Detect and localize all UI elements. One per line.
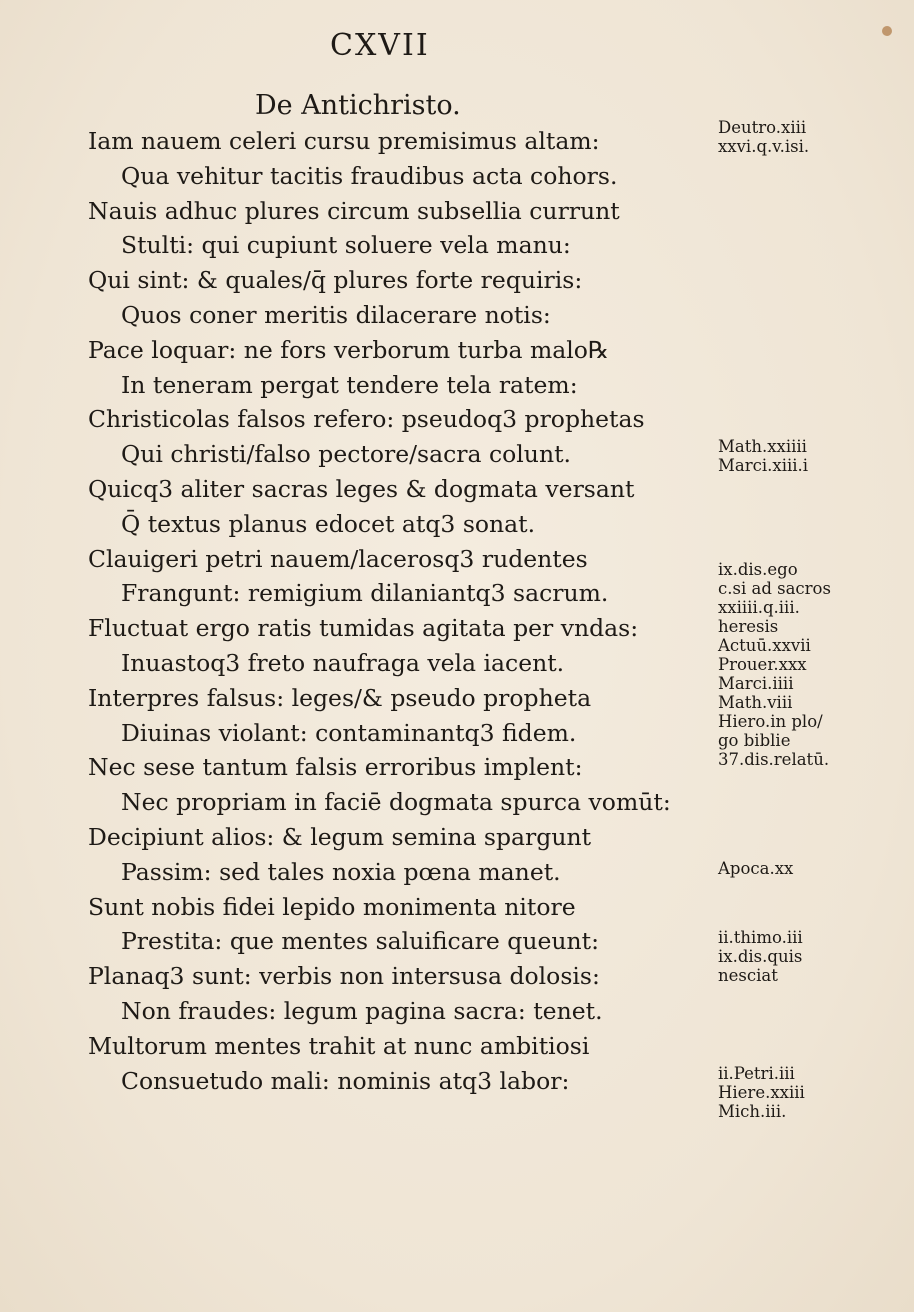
gloss-line: Marci.iiii [718, 674, 794, 694]
gloss-line: Marci.xiii.i [718, 456, 809, 476]
marginal-gloss [718, 437, 808, 475]
chapter-heading: De Antichristo. [255, 90, 461, 121]
verse-line: Nec sese tantum falsis erroribus implent: [88, 753, 583, 782]
marginal-gloss [718, 859, 793, 878]
gloss-line: Mich.iii. [718, 1101, 787, 1121]
gloss-line: xxvi.q.v.isi. [718, 137, 810, 156]
gloss-line: xxiiii.q.iii. [718, 598, 800, 618]
verse-line: Diuinas violant: contaminantq3 fidem. [121, 718, 577, 747]
marginal-gloss [718, 560, 831, 769]
verse-line: Non fraudes: legum pagina sacra: tenet. [121, 996, 603, 1025]
gloss-line: ix.dis.ego [718, 560, 798, 580]
gloss-line: Hiero.in plo/ [718, 712, 823, 732]
verse-line: Consuetudo mali: nominis atq3 labor: [121, 1066, 570, 1095]
gloss-line: Prouer.xxx [718, 655, 807, 675]
gloss-line: Actuū.xxvii [718, 636, 811, 656]
verse-line: Q̄ textus planus edocet atq3 sonat. [121, 509, 536, 538]
gloss-line: 37.dis.relatū. [718, 750, 830, 770]
verse-line: Sunt nobis fidei lepido monimenta nitore [88, 892, 576, 921]
gloss-line: ix.dis.quis [718, 947, 803, 967]
verse-line: Nauis adhuc plures circum subsellia currunt [88, 196, 620, 225]
verse-line: Passim: sed tales noxia pœna manet. [121, 857, 561, 886]
verse-line: Interpres falsus: leges/& pseudo propheta [88, 683, 592, 712]
verse-line: Qui christi/falso pectore/sacra colunt. [121, 440, 571, 469]
verse-line: Quos coner meritis dilacerare notis: [121, 300, 551, 329]
verse-line: Frangunt: remigium dilaniantq3 sacrum. [121, 579, 609, 608]
gloss-line: ii.Petri.iii [718, 1063, 795, 1083]
gloss-line: Apoca.xx [718, 858, 794, 878]
verse-line: Decipiunt alios: & legum semina spargunt [88, 822, 592, 851]
verse-line: Multorum mentes trahit at nunc ambitiosi [88, 1031, 590, 1060]
gloss-line: Hiere.xxiii [718, 1082, 805, 1102]
verse-line: Inuastoq3 freto naufraga vela iacent. [121, 648, 565, 677]
gloss-line: nesciat [718, 966, 778, 986]
verse-line: Fluctuat ergo ratis tumidas agitata per vndas: [88, 614, 639, 643]
verse-line: Quicq3 aliter sacras leges & dogmata versant [88, 474, 635, 503]
gloss-line: go biblie [718, 731, 791, 751]
verse-line: Christicolas falsos refero: pseudoq3 prophetas [88, 405, 645, 434]
marginal-gloss [718, 118, 809, 156]
verse-line: Planaq3 sunt: verbis non intersusa dolosis: [88, 962, 600, 991]
verse-line: Clauigeri petri nauem/lacerosq3 rudentes [88, 544, 588, 573]
verse-line: Prestita: que mentes saluificare queunt: [121, 927, 599, 956]
gloss-line: heresis [718, 617, 779, 637]
folio-number: CXVII [330, 28, 430, 63]
gloss-line: Math.xxiiii [718, 437, 807, 457]
marginal-gloss [718, 1064, 805, 1121]
gloss-line: Math.viii [718, 693, 793, 713]
verse-line: Stulti: qui cupiunt soluere vela manu: [121, 231, 571, 260]
gloss-line: ii.thimo.iii [718, 928, 803, 948]
verse-line: In teneram pergat tendere tela ratem: [121, 370, 578, 399]
gloss-line: Deutro.xiii [718, 118, 807, 137]
verse-line: Pace loquar: ne fors verborum turba malo℞ [88, 335, 609, 364]
verse-line: Qui sint: & quales/q̄ plures forte requiris: [88, 266, 583, 295]
verse-list [88, 124, 728, 1098]
verse-line: Nec propriam in faciē dogmata spurca vomūt: [121, 788, 671, 817]
marginal-gloss [718, 928, 803, 985]
paper-stain [882, 26, 892, 36]
verse-line: Iam nauem celeri cursu premisimus altam: [88, 127, 600, 155]
gloss-line: c.si ad sacros [718, 579, 831, 599]
verse-line: Qua vehitur tacitis fraudibus acta cohors. [121, 161, 618, 190]
